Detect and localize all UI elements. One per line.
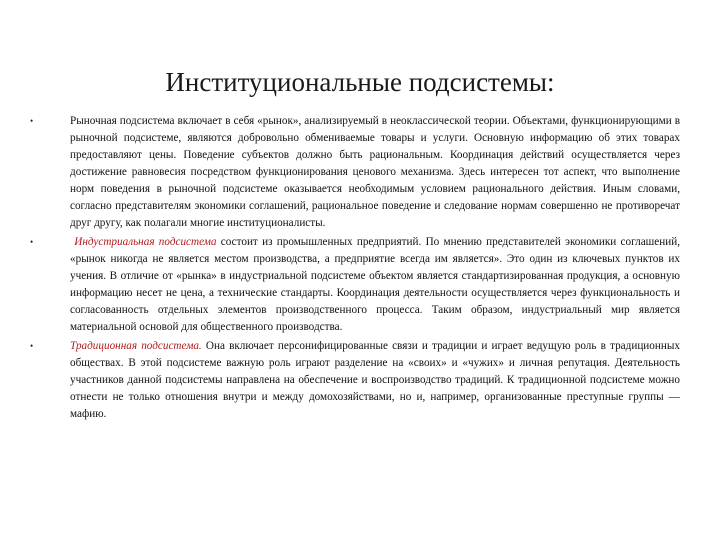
bullet-text: Рыночная подсистема включает в себя «рынок», анализируемый в неоклассической теории. Объектами, функционирующими в рыночной подсистеме, являются добровольно обмениваемые товары и услуги. Основную информацию об этих товарах предоставляют цены. Поведение субъектов должно быть рациональным. Координация действий осуществляется через достижение равновесия посредством функционирования ценового механизма. Здесь интересен тот аспект, что выполнение норм поведения в рыночной подсистеме оказывается необходимым условием рационального действия. Иным словами, согласно представителям экономики соглашений, рациональное поведение и следование нормам совершенно не противоречат друг другу, как полагали многие институционалисты.	[70, 115, 680, 229]
bullet-item-market	[0, 113, 680, 232]
bullet-list	[0, 113, 720, 423]
bullet-highlight: Традиционная подсистема.	[70, 340, 202, 352]
bullet-dot-icon: •	[30, 116, 34, 126]
bullet-item-traditional	[0, 338, 680, 423]
bullet-item-industrial	[0, 234, 680, 336]
bullet-text: Она включает персонифицированные связи и традиции и играет ведущую роль в традиционных обществах. В этой подсистеме важную роль играют разделение на «своих» и «чужих» и личная репутация. Деятельность участников данной подсистемы направлена на обеспечение и воспроизводство традиций. К традиционной подсистеме можно отнести не только отношения внутри и между домохозяйствами, но и, например, организованные преступные группы — мафию.	[70, 340, 680, 420]
bullet-dot-icon: •	[30, 237, 34, 247]
bullet-dot-icon: •	[30, 341, 34, 351]
slide-title: Институциональные подсистемы:	[165, 67, 555, 97]
bullet-highlight: Индустриальная подсистема	[74, 236, 217, 248]
bullet-text: состоит из промышленных предприятий. По мнению представителей экономики соглашений, «рынок никогда не является местом производства, а предприятие всегда им является». Это один из ключевых пунктов их учения. В отличие от «рынка» в индустриальной подсистеме объектом является стандартизированная продукция, а основную информацию несет не цена, а технические стандарты. Координация деятельности осуществляется через функциональность и согласованность отдельных элементов производственного процесса. Таким образом, индустриальный мир является материальной основой для общественного производства.	[70, 236, 680, 333]
